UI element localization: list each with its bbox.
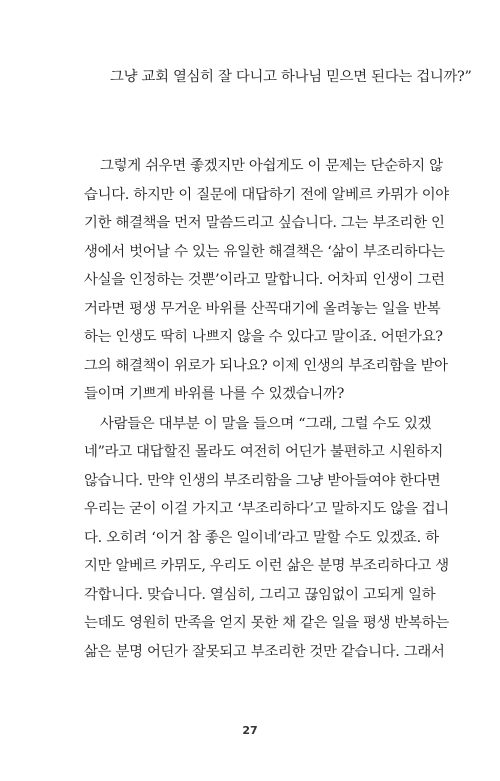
text-line: 는데도 영원히 만족을 얻지 못한 채 같은 일을 평생 반복하는	[84, 615, 449, 631]
page-number: 27	[242, 724, 258, 737]
text-line: 습니다. 하지만 이 질문에 대답하기 전에 알베르 카뮈가 이야	[84, 187, 449, 203]
text-line: 그냥 교회 열심히 잘 다니고 하나님 믿으면 된다는 겁니까?”	[110, 69, 472, 85]
text-line: 사람들은 대부분 이 말을 들으며 “그래, 그럴 수도 있겠	[100, 416, 432, 432]
text-line: 거라면 평생 무거운 바위를 산꼭대기에 올려놓는 일을 반복	[84, 301, 441, 317]
text-line: 생에서 벗어날 수 있는 유일한 해결책은 ‘삶이 부조리하다는	[84, 244, 445, 260]
text-line: 그의 해결책이 위로가 되나요? 이제 인생의 부조리함을 받아	[84, 358, 448, 374]
text-line: 사실을 인정하는 것뿐’이라고 말합니다. 어차피 인생이 그런	[84, 272, 445, 288]
text-line: 네”라고 대답할진 몰라도 여전히 어딘가 불편하고 시원하지	[84, 444, 444, 460]
text-line: 지만 알베르 카뮈도, 우리도 이런 삶은 분명 부조리하다고 생	[84, 558, 449, 574]
text-line: 않습니다. 만약 인생의 부조리함을 그냥 받아들여야 한다면	[84, 473, 441, 489]
text-line: 그렇게 쉬우면 좋겠지만 아쉽게도 이 문제는 단순하지 않	[100, 158, 443, 174]
text-line: 우리는 굳이 이걸 가지고 ‘부조리하다’고 말하지도 않을 겁니	[84, 501, 449, 517]
text-line: 기한 해결책을 먼저 말씀드리고 싶습니다. 그는 부조리한 인	[84, 215, 445, 231]
text-line: 들이며 기쁘게 바위를 나를 수 있겠습니까?	[84, 386, 345, 402]
text-line: 하는 인생도 딱히 나쁘지 않을 수 있다고 말이죠. 어떤가요?	[84, 329, 443, 345]
text-line: 삶은 분명 어딘가 잘못되고 부조리한 것만 같습니다. 그래서	[84, 644, 445, 660]
text-line: 각합니다. 맞습니다. 열심히, 그리고 끊임없이 고되게 일하	[84, 587, 436, 603]
text-line: 다. 오히려 ‘이거 참 좋은 일이네’라고 말할 수도 있겠죠. 하	[84, 530, 439, 546]
